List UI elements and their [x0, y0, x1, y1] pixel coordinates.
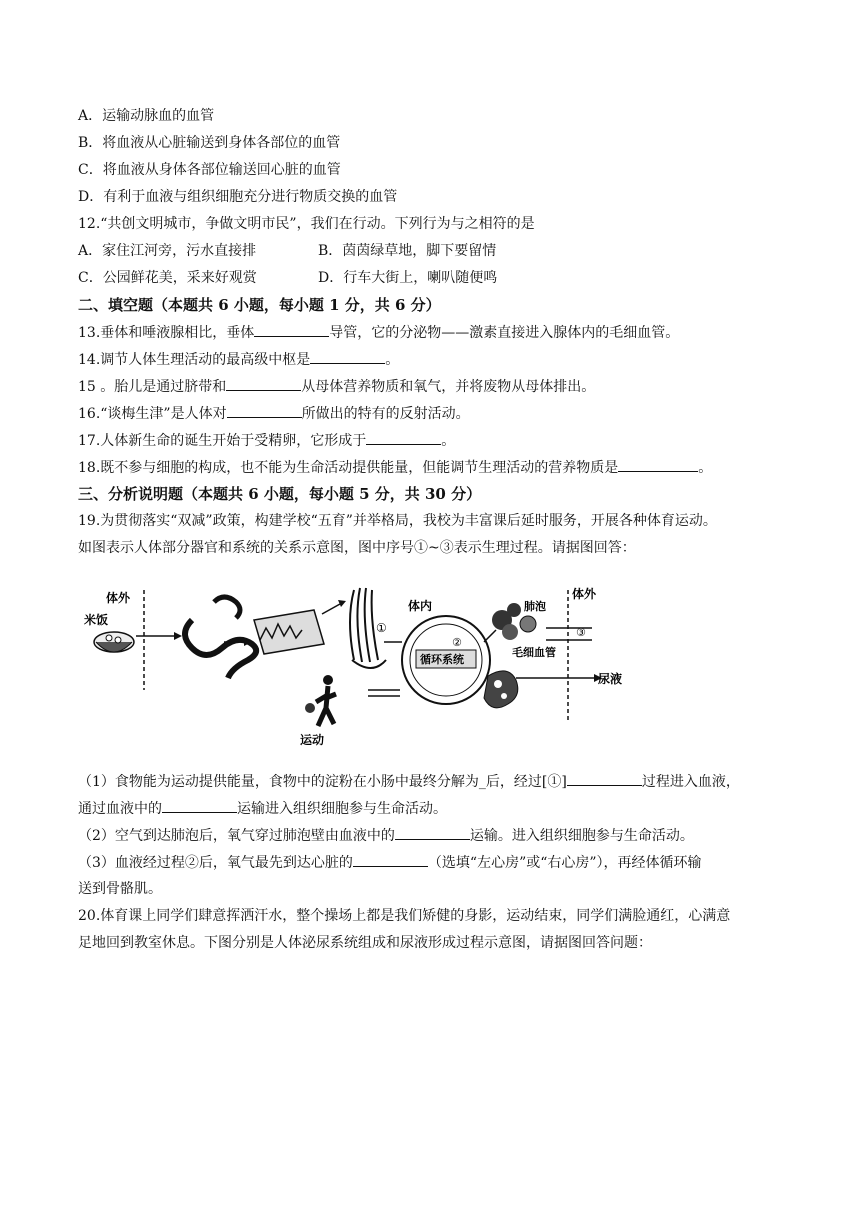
q16-text-a: 16.“谈梅生津”是人体对 [78, 406, 227, 422]
q17-text-b: 。 [441, 433, 456, 449]
q12-option-a: A．家住江河旁，污水直接排 [78, 243, 257, 259]
q17-blank[interactable] [366, 430, 441, 445]
exercise-label: 运动 [300, 733, 325, 747]
q19-1-text-a: （1）食物能为运动提供能量，食物中的淀粉在小肠中最终分解为_后，经过[①] [78, 774, 567, 790]
q19-part2 [78, 825, 800, 846]
basketball-player-icon [305, 675, 336, 726]
urine-label: 尿液 [598, 672, 623, 686]
q19-part1-line2 [78, 798, 800, 819]
q19-part1-line1 [78, 771, 800, 792]
q14-text-b: 。 [385, 352, 400, 368]
q19-part3-line2: 送到骨骼肌。 [78, 881, 162, 897]
q19-1-text-c: 通过血液中的 [78, 801, 162, 817]
process-2-label: ② [452, 636, 462, 649]
inside-label: 体内 [408, 599, 433, 613]
q11-option-c: C．将血液从身体各部位输送回心脏的血管 [78, 162, 341, 178]
circulation-label: 循环系统 [420, 653, 464, 666]
q18-blank[interactable] [618, 457, 698, 472]
q11-option-d: D．有利于血液与组织细胞充分进行物质交换的血管 [78, 189, 398, 205]
rice-bowl-icon [94, 632, 134, 652]
q12-row-2 [78, 268, 800, 288]
q19-1-blank-a[interactable] [567, 771, 642, 786]
digestive-tract-icon [185, 597, 256, 678]
q19-diagram-svg [84, 580, 624, 750]
section2-title: 二、填空题（本题共 6 小题，每小题 1 分，共 6 分） [78, 296, 441, 314]
q12-option-d: D．行车大街上，喇叭随便鸣 [318, 270, 498, 286]
q19-1-text-b: 过程进入血液， [641, 774, 740, 790]
q19-3-text-a: （3）血液经过程②后，氧气最先到达心脏的 [78, 855, 353, 871]
intestinal-villi-icon [254, 610, 324, 654]
q15-blank[interactable] [226, 376, 301, 391]
q19-2-blank[interactable] [395, 825, 470, 840]
q12-option-c: C．公园鲜花美，采来好观赏 [78, 270, 257, 286]
q15 [78, 376, 800, 397]
q14 [78, 349, 800, 370]
q19-stem-line2: 如图表示人体部分器官和系统的关系示意图，图中序号①~③表示生理过程。请据图回答： [78, 540, 636, 556]
q19-stem-line1: 19.为贯彻落实“双减”政策，构建学校“五育”并举格局，我校为丰富课后延时服务，开展各种体育运动。 [78, 513, 717, 529]
kidney-icon [484, 671, 518, 708]
q12-row-1 [78, 241, 800, 261]
q17 [78, 430, 800, 451]
q11-option-b: B．将血液从心脏输送到身体各部位的血管 [78, 135, 341, 151]
capillary-label: 毛细血管 [512, 646, 556, 659]
q14-text-a: 14.调节人体生理活动的最高级中枢是 [78, 352, 311, 368]
q13-blank[interactable] [254, 322, 329, 337]
rice-label: 米饭 [84, 613, 109, 627]
q12-option-b: B．茵茵绿草地，脚下要留情 [318, 243, 497, 259]
q19-2-text-a: （2）空气到达肺泡后，氧气穿过肺泡壁由血液中的 [78, 828, 395, 844]
q15-text-b: 从母体营养物质和氧气，并将废物从母体排出。 [301, 379, 596, 395]
alveoli-label: 肺泡 [524, 600, 546, 613]
q19-3-text-b: （选填“左心房”或“右心房”），再经体循环输 [427, 855, 702, 871]
q16-blank[interactable] [227, 403, 302, 418]
q16-text-b: 所做出的特有的反射活动。 [301, 406, 470, 422]
outside-left-label: 体外 [106, 591, 131, 605]
q19-part3-line1 [78, 852, 800, 873]
process-1-label: ① [376, 621, 387, 635]
q18 [78, 457, 800, 478]
q18-text-a: 18.既不参与细胞的构成，也不能为生命活动提供能量，但能调节生理活动的营养物质是 [78, 460, 619, 476]
q19-3-blank[interactable] [353, 852, 428, 867]
q19-2-text-b: 运输。进入组织细胞参与生命活动。 [469, 828, 694, 844]
q13-text-a: 13.垂体和唾液腺相比，垂体 [78, 325, 255, 341]
q11-option-a: A．运输动脉血的血管 [78, 108, 215, 124]
q14-blank[interactable] [310, 349, 385, 364]
q15-text-a: 15 。胎儿是通过脐带和 [78, 379, 227, 395]
q17-text-a: 17.人体新生命的诞生开始于受精卵，它形成于 [78, 433, 367, 449]
q16 [78, 403, 800, 424]
q20-stem-line2: 足地回到教室休息。下图分别是人体泌尿系统组成和尿液形成过程示意图，请据图回答问题： [78, 935, 652, 951]
q19-diagram [84, 580, 624, 750]
q19-1-blank-b[interactable] [162, 798, 237, 813]
process-3-label: ③ [576, 626, 586, 639]
outside-right-label: 体外 [572, 587, 597, 601]
q13 [78, 322, 800, 343]
q13-text-b: 导管，它的分泌物——激素直接进入腺体内的毛细血管。 [329, 325, 680, 341]
section3-title: 三、分析说明题（本题共 6 小题，每小题 5 分，共 30 分） [78, 485, 482, 503]
q18-text-b: 。 [698, 460, 713, 476]
q12-stem: 12.“共创文明城市，争做文明市民”，我们在行动。下列行为与之相符的是 [78, 216, 535, 232]
q20-stem-line1: 20.体育课上同学们肆意挥洒汗水，整个操场上都是我们矫健的身影，运动结束，同学们满脸通红，心满意 [78, 908, 731, 924]
q19-1-text-d: 运输进入组织细胞参与生命活动。 [237, 801, 447, 817]
